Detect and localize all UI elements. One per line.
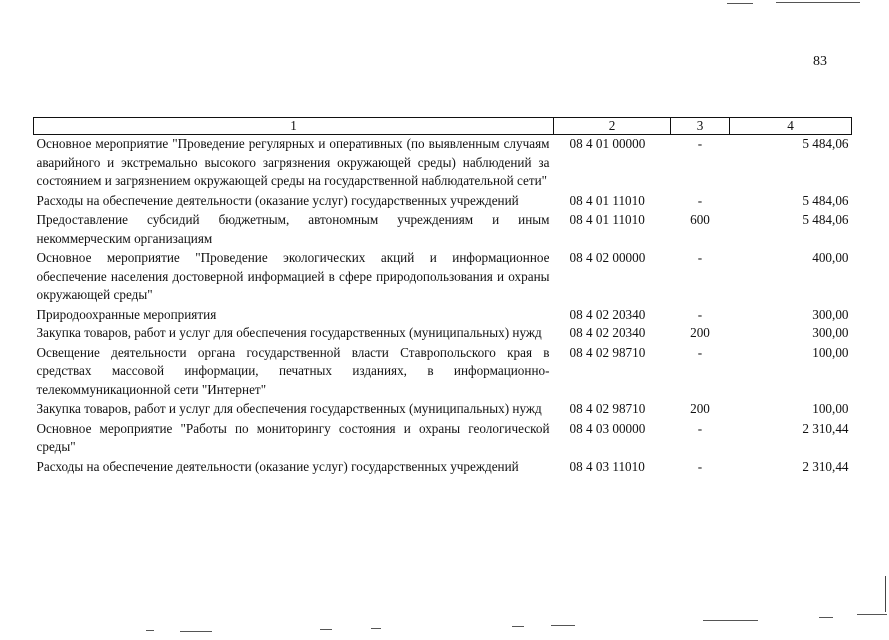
row-name: Основное мероприятие "Проведение регулярных и оперативных (по выявленным случаям аварийного и экстремально высокого загрязнения окружающей среды) наблюдений за состоянием и загрязнением окружающей среды на государственной наблюдательной сети": [36, 136, 550, 188]
table-row: [34, 192, 852, 212]
row-code: 08 4 01 00000: [569, 136, 646, 151]
row-name: Основное мероприятие "Проведение экологических акций и информационное обеспечение населения достоверной информацией в сфере природопользования и охраны окружающей среды": [36, 250, 550, 302]
scan-mark: [180, 631, 212, 632]
row-name: Расходы на обеспечение деятельности (оказание услуг) государственных учреждений: [36, 192, 519, 208]
table-header-row: [34, 118, 852, 135]
scan-mark: [320, 629, 332, 630]
row-expense-type: 600: [690, 212, 710, 227]
row-sum: 5 484,06: [802, 192, 849, 208]
row-sum: 2 310,44: [802, 458, 849, 474]
row-code: 08 4 02 20340: [569, 325, 646, 340]
row-expense-type: -: [697, 344, 703, 360]
row-name: Закупка товаров, работ и услуг для обеспечения государственных (муниципальных) нужд: [36, 401, 542, 416]
row-sum: 300,00: [812, 306, 849, 322]
scan-mark: [146, 630, 154, 631]
header-col-4: 4: [730, 118, 852, 135]
row-expense-type: -: [697, 136, 703, 151]
row-name: Предоставление субсидий бюджетным, автономным учреждениям и иным некоммерческим организациям: [36, 212, 550, 246]
row-sum: 2 310,44: [802, 420, 849, 436]
budget-table: [33, 117, 852, 476]
table-row: [34, 306, 852, 325]
scan-mark: [857, 614, 887, 615]
scan-mark: [551, 625, 575, 626]
row-sum: 5 484,06: [802, 136, 849, 151]
row-code: 08 4 02 98710: [569, 401, 646, 416]
row-expense-type: -: [697, 306, 703, 322]
row-code: 08 4 02 98710: [569, 344, 646, 360]
table-row: [34, 324, 852, 344]
scan-edge-line: [885, 576, 886, 612]
row-sum: 5 484,06: [802, 212, 849, 227]
header-col-3: 3: [671, 118, 730, 135]
table-row: [34, 211, 852, 249]
row-sum: 400,00: [812, 250, 849, 265]
row-code: 08 4 03 00000: [569, 420, 646, 436]
row-code: 08 4 03 11010: [569, 458, 645, 474]
header-col-2: 2: [554, 118, 671, 135]
row-name: Освещение деятельности органа государственной власти Ставропольского края в средствах массовой информации, печатных изданиях, в информационно-телекоммуникационной сети "Интернет": [36, 344, 550, 397]
row-expense-type: 200: [690, 401, 710, 416]
table-row: [34, 420, 852, 458]
row-name: Основное мероприятие "Работы по мониторингу состояния и охраны геологической среды": [36, 420, 550, 454]
row-expense-type: -: [697, 420, 703, 436]
scan-mark: [819, 617, 833, 618]
table-row: [34, 458, 852, 477]
scan-mark: [371, 628, 381, 629]
row-expense-type: -: [697, 250, 703, 265]
row-name: Расходы на обеспечение деятельности (оказание услуг) государственных учреждений: [36, 458, 519, 474]
row-expense-type: -: [697, 458, 703, 474]
table-row: [34, 249, 852, 306]
scan-mark: [512, 626, 524, 627]
scan-mark: [727, 3, 753, 4]
header-col-1: 1: [34, 118, 554, 135]
page-number: 83: [813, 54, 827, 69]
row-name: Закупка товаров, работ и услуг для обеспечения государственных (муниципальных) нужд: [36, 325, 542, 340]
row-expense-type: 200: [690, 325, 710, 340]
row-sum: 100,00: [812, 401, 849, 416]
row-name: Природоохранные мероприятия: [36, 306, 217, 322]
scan-mark: [703, 620, 758, 621]
table-row: [34, 135, 852, 192]
row-code: 08 4 02 20340: [569, 306, 646, 322]
row-code: 08 4 01 11010: [569, 192, 645, 208]
table-row: [34, 344, 852, 401]
scan-mark: [776, 2, 860, 3]
row-expense-type: -: [697, 192, 703, 208]
table-row: [34, 400, 852, 420]
row-sum: 100,00: [812, 344, 849, 360]
row-sum: 300,00: [812, 325, 849, 340]
row-code: 08 4 02 00000: [569, 250, 646, 265]
row-code: 08 4 01 11010: [569, 212, 645, 227]
